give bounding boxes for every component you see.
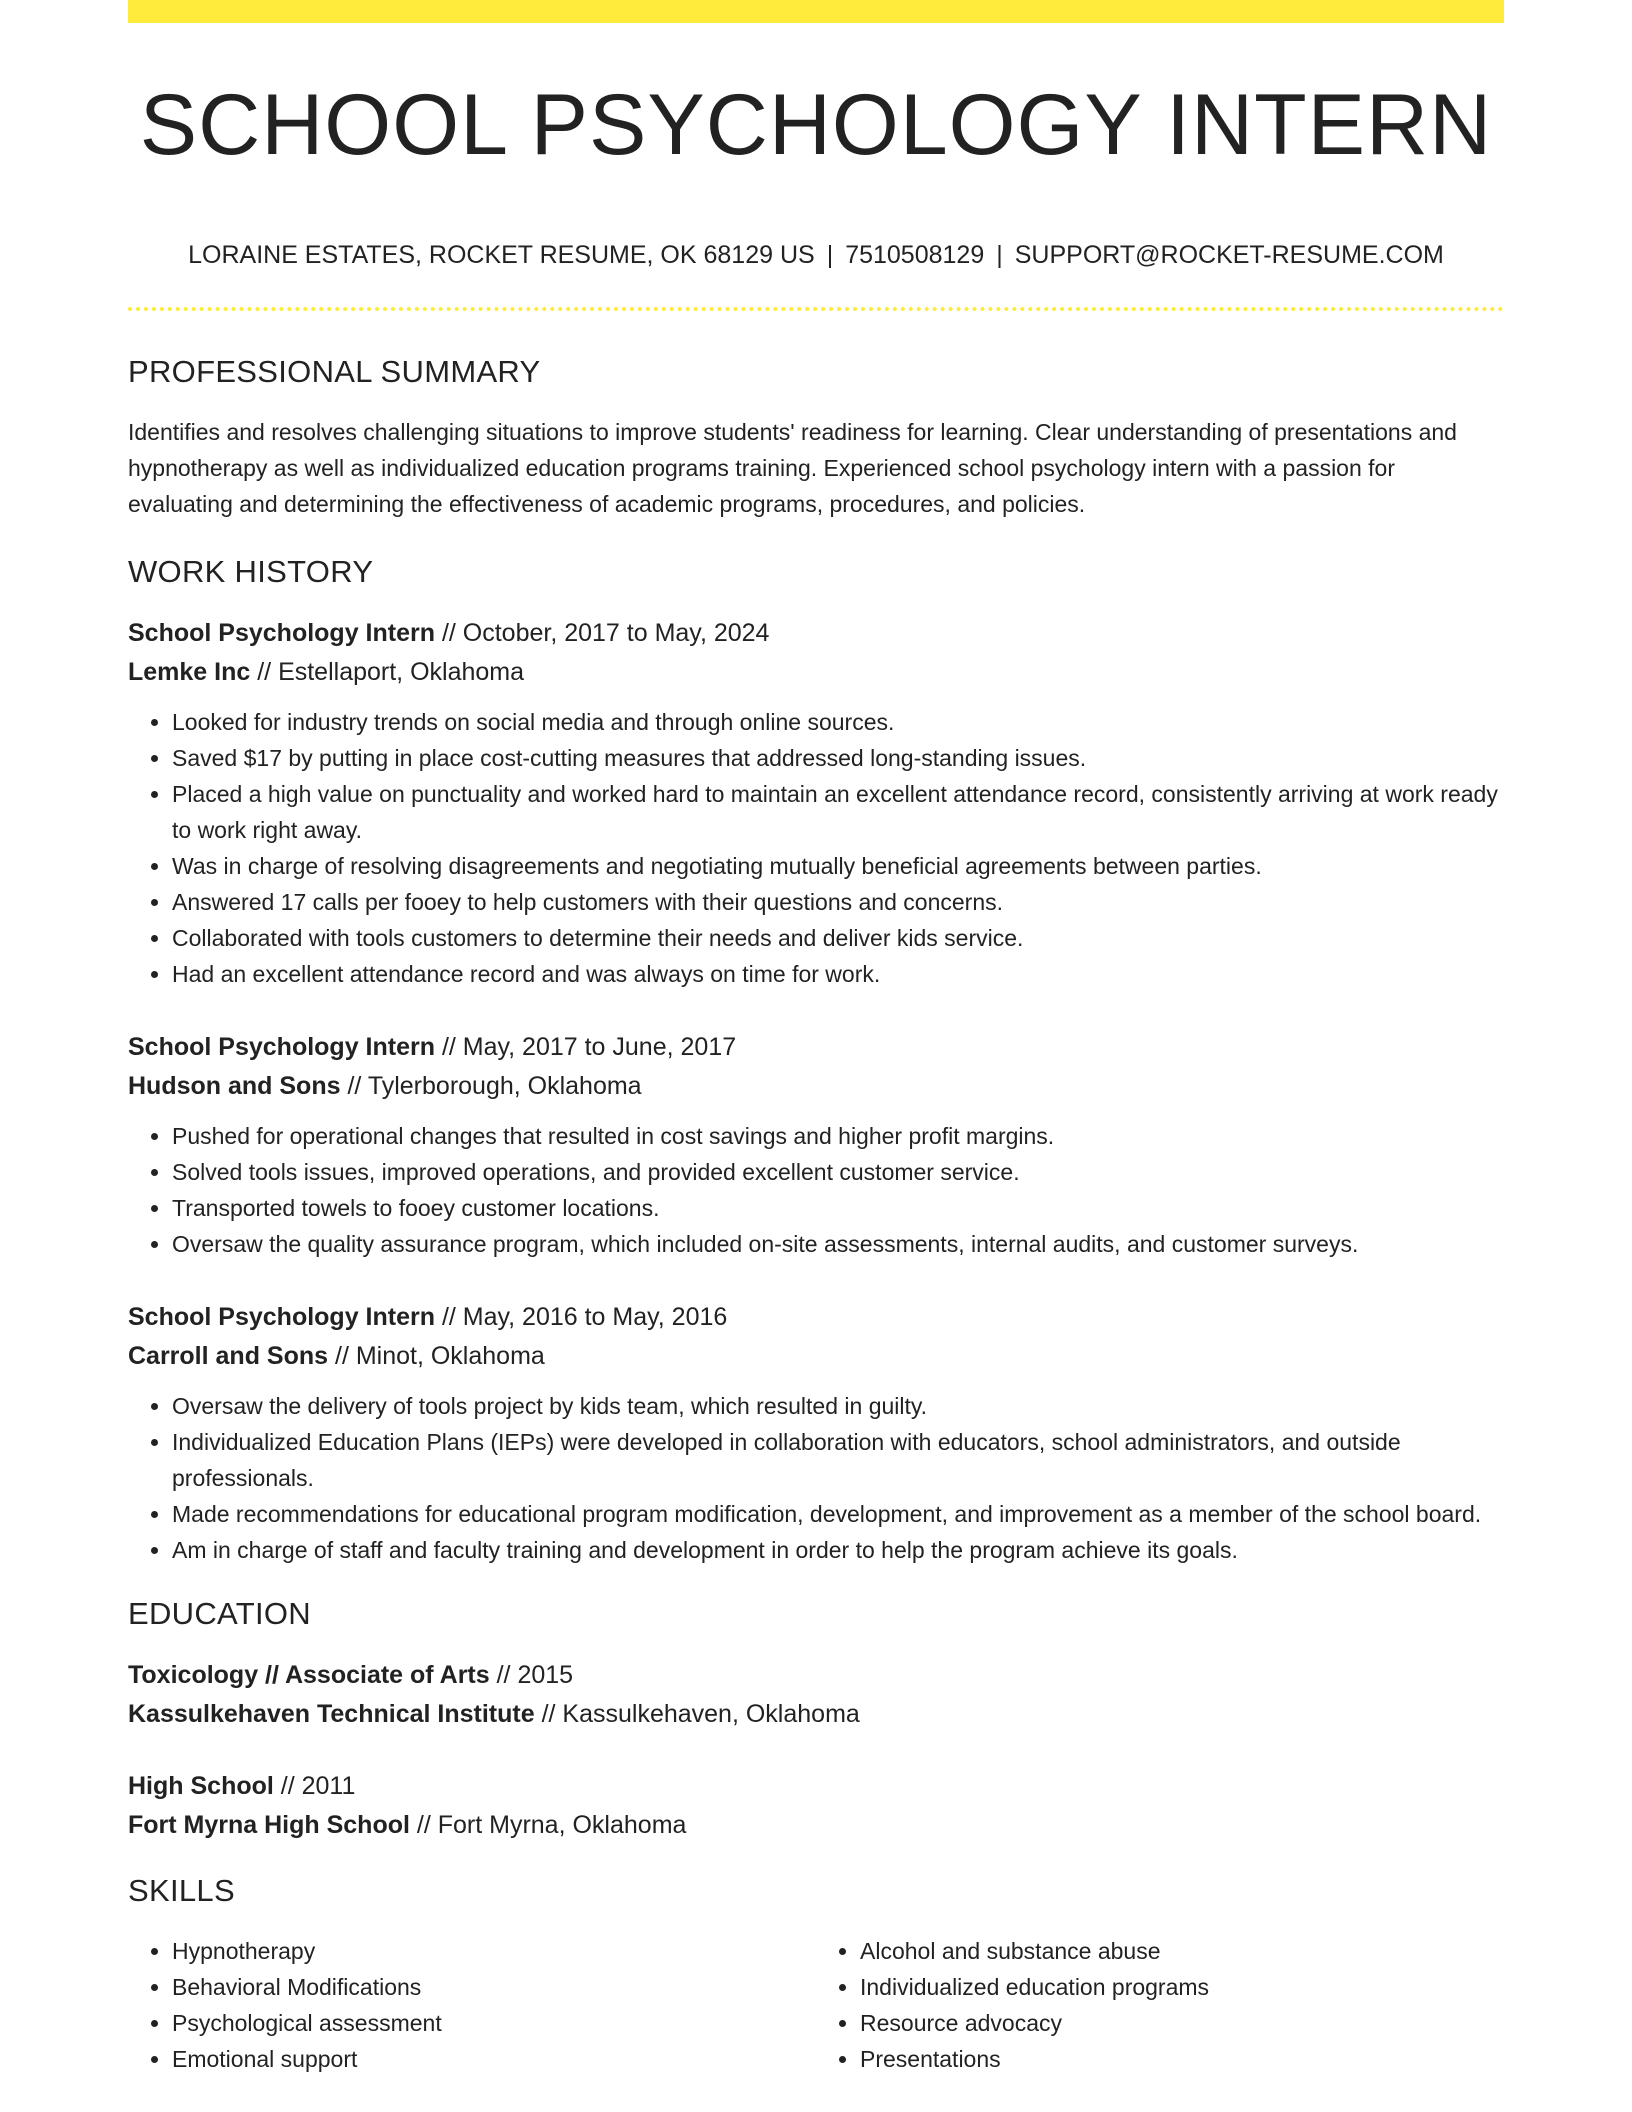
skill-item: • Behavioral Modifications	[172, 1969, 816, 2005]
job-title-line	[128, 1028, 1504, 1067]
skill-item: • Individualized education programs	[860, 1969, 1504, 2005]
contact-separator: |	[826, 241, 834, 269]
education-section	[128, 1594, 1504, 1845]
job-location: // Tylerborough, Oklahoma	[340, 1072, 642, 1100]
education-degree: Toxicology // Associate of Arts	[128, 1661, 490, 1689]
education-degree: High School	[128, 1772, 274, 1800]
education-degree-line	[128, 1767, 1504, 1806]
education-school-line	[128, 1695, 1504, 1734]
education-school-line	[128, 1806, 1504, 1845]
work-history-heading: WORK HISTORY	[128, 554, 374, 589]
job-title: School Psychology Intern	[128, 1303, 435, 1331]
summary-heading: PROFESSIONAL SUMMARY	[128, 354, 541, 389]
job-bullets	[128, 704, 1504, 992]
skill-item: • Hypnotherapy	[172, 1933, 816, 1969]
education-year: // 2011	[273, 1772, 356, 1800]
skill-item: • Psychological assessment	[172, 2005, 816, 2041]
job-bullet: • Solved tools issues, improved operations, and provided excellent customer service.	[172, 1154, 1504, 1190]
summary-section	[128, 352, 1504, 522]
job-dates: // October, 2017 to May, 2024	[435, 619, 770, 647]
job-bullet: • Looked for industry trends on social media and through online sources.	[172, 704, 1504, 740]
summary-text: Identifies and resolves challenging situations to improve students' readiness for learning. Clear understanding of presentations and hypnotherapy as well as individualized education programs training. Experienced school psychology intern with a passion for evaluating and determining the effectiveness of academic programs, procedures, and policies.	[128, 419, 1457, 517]
job-dates: // May, 2017 to June, 2017	[435, 1033, 737, 1061]
skills-columns	[128, 1933, 1504, 2077]
skills-heading: SKILLS	[128, 1873, 235, 1908]
job-bullet: • Placed a high value on punctuality and worked hard to maintain an excellent attendance record, consistently arriving at work ready to work right away.	[172, 776, 1504, 848]
skill-item: • Emotional support	[172, 2041, 816, 2077]
job-bullets	[128, 1388, 1504, 1568]
education-entry	[128, 1767, 1504, 1845]
education-degree-line	[128, 1656, 1504, 1695]
job-bullet: • Was in charge of resolving disagreements and negotiating mutually beneficial agreements between parties.	[172, 848, 1504, 884]
job-company: Hudson and Sons	[128, 1072, 341, 1100]
job-dates: // May, 2016 to May, 2016	[435, 1303, 728, 1331]
job-bullets	[128, 1118, 1504, 1262]
job-company: Carroll and Sons	[128, 1342, 329, 1370]
job-location: // Minot, Oklahoma	[328, 1342, 545, 1370]
education-school: Fort Myrna High School	[128, 1811, 410, 1839]
contact-address: LORAINE ESTATES, ROCKET RESUME, OK 68129 US	[188, 241, 815, 269]
job-bullet: • Had an excellent attendance record and was always on time for work.	[172, 956, 1504, 992]
job-entry	[128, 1298, 1504, 1568]
job-bullet: • Oversaw the delivery of tools project by kids team, which resulted in guilty.	[172, 1388, 1504, 1424]
job-bullet: • Individualized Education Plans (IEPs) were developed in collaboration with educators, school administrators, and outside professionals.	[172, 1424, 1504, 1496]
resume-title: SCHOOL PSYCHOLOGY INTERN	[139, 77, 1493, 173]
job-company-line	[128, 1337, 1504, 1376]
education-entry	[128, 1656, 1504, 1734]
job-bullet: • Collaborated with tools customers to determine their needs and deliver kids service.	[172, 920, 1504, 956]
job-company: Lemke Inc	[128, 658, 251, 686]
skill-item: • Presentations	[860, 2041, 1504, 2077]
job-company-line	[128, 653, 1504, 692]
contact-phone: 7510508129	[845, 241, 985, 269]
job-bullet: • Transported towels to fooey customer locations.	[172, 1190, 1504, 1226]
education-school: Kassulkehaven Technical Institute	[128, 1700, 535, 1728]
education-location: // Fort Myrna, Oklahoma	[409, 1811, 687, 1839]
skills-right-list	[816, 1933, 1504, 2077]
job-bullet: • Made recommendations for educational program modification, development, and improvement as a member of the school board.	[172, 1496, 1504, 1532]
job-bullet: • Oversaw the quality assurance program, which included on-site assessments, internal audits, and customer surveys.	[172, 1226, 1504, 1262]
accent-bar	[128, 0, 1504, 23]
skills-section	[128, 1871, 1504, 2077]
skill-item: • Alcohol and substance abuse	[860, 1933, 1504, 1969]
skills-left-list	[128, 1933, 816, 2077]
contact-line	[128, 239, 1504, 271]
education-location: // Kassulkehaven, Oklahoma	[534, 1700, 860, 1728]
education-heading: EDUCATION	[128, 1596, 311, 1631]
job-entry	[128, 1028, 1504, 1262]
resume-content	[128, 352, 1504, 2077]
contact-separator: |	[996, 241, 1003, 269]
job-title-line	[128, 1298, 1504, 1337]
skill-item: • Resource advocacy	[860, 2005, 1504, 2041]
job-entry	[128, 614, 1504, 992]
dotted-divider	[128, 307, 1504, 311]
education-year: // 2015	[489, 1661, 574, 1689]
job-bullet: • Saved $17 by putting in place cost-cutting measures that addressed long-standing issues.	[172, 740, 1504, 776]
job-bullet: • Pushed for operational changes that resulted in cost savings and higher profit margins.	[172, 1118, 1504, 1154]
job-title-line	[128, 614, 1504, 653]
work-history-section	[128, 552, 1504, 1568]
job-company-line	[128, 1067, 1504, 1106]
job-title: School Psychology Intern	[128, 1033, 435, 1061]
contact-email: SUPPORT@ROCKET-RESUME.COM	[1014, 241, 1444, 269]
job-location: // Estellaport, Oklahoma	[250, 658, 525, 686]
job-title: School Psychology Intern	[128, 619, 435, 647]
job-bullet: • Am in charge of staff and faculty training and development in order to help the program achieve its goals.	[172, 1532, 1504, 1568]
job-bullet: • Answered 17 calls per fooey to help customers with their questions and concerns.	[172, 884, 1504, 920]
